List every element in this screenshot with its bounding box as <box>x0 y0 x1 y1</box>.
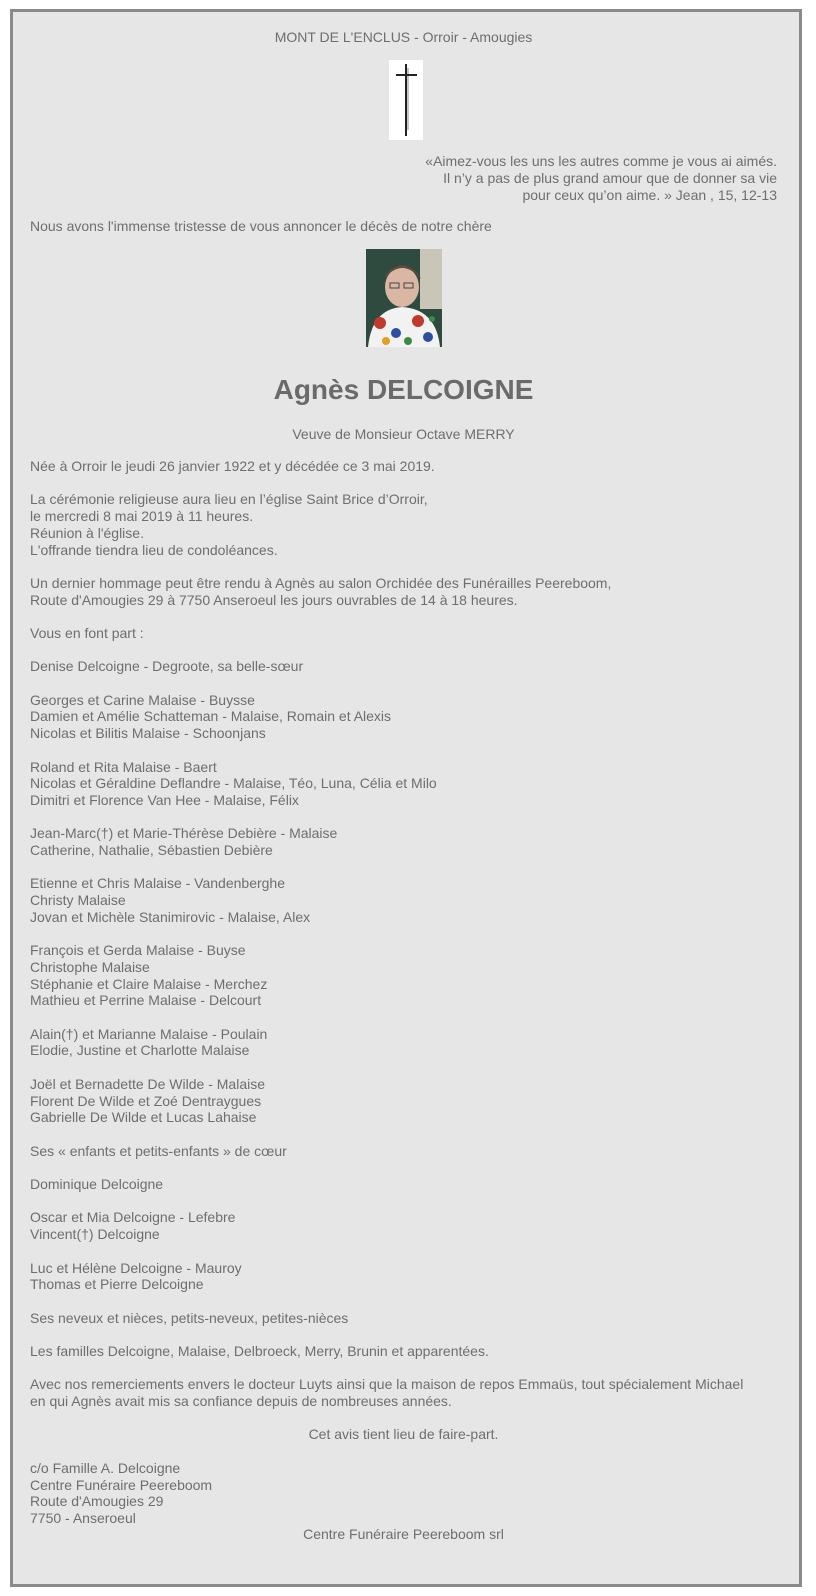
text-line: Un dernier hommage peut être rendu à Agnès au salon Orchidée des Funérailles Peereboom, <box>30 574 612 591</box>
paragraph <box>30 575 777 608</box>
paragraph <box>30 625 777 642</box>
announcement-intro: Nous avons l'immense tristesse de vous annoncer le décès de notre chère <box>30 218 492 234</box>
text-line: Georges et Carine Malaise - Buysse <box>30 691 255 708</box>
paragraph <box>30 458 777 475</box>
location-header: MONT DE L'ENCLUS - Orroir - Amougies <box>274 29 533 45</box>
text-line: le mercredi 8 mai 2019 à 11 heures. <box>30 508 254 525</box>
text-line: Christy Malaise <box>30 892 126 909</box>
paragraph <box>30 1143 777 1160</box>
text-line: Nicolas et Géraldine Deflandre - Malaise, Téo, Luna, Célia et Milo <box>30 775 437 792</box>
deceased-name: Agnès DELCOIGNE <box>273 374 534 405</box>
text-line: Avec nos remerciements envers le docteur Luyts ainsi que la maison de repos Emmaüs, tout spécialement Michael <box>30 1376 744 1393</box>
text-line: Elodie, Justine et Charlotte Malaise <box>30 1042 250 1059</box>
address-line: 7750 - Anseroeul <box>30 1509 136 1526</box>
text-line: Florent De Wilde et Zoé Dentraygues <box>30 1092 262 1109</box>
paragraph <box>30 1310 777 1327</box>
text-line: Stéphanie et Claire Malaise - Merchez <box>30 975 268 992</box>
contact-address <box>30 1460 777 1527</box>
paragraph <box>30 692 777 742</box>
text-line: Réunion à l'église. <box>30 524 144 541</box>
text-line: Jean-Marc(†) et Marie-Thérèse Debière - Malaise <box>30 825 338 842</box>
quote-line: «Aimez-vous les uns les autres comme je vous ai aimés. <box>425 153 777 169</box>
text-line: L'offrande tiendra lieu de condoléances. <box>30 541 278 558</box>
paragraph <box>30 1076 777 1126</box>
text-line: Nicolas et Bilitis Malaise - Schoonjans <box>30 725 266 742</box>
text-line: Ses « enfants et petits-enfants » de cœur <box>30 1142 287 1159</box>
paragraph <box>30 1343 777 1360</box>
text-line: Vincent(†) Delcoigne <box>30 1226 160 1243</box>
portrait-photo <box>366 249 442 347</box>
address-line: c/o Famille A. Delcoigne <box>30 1459 181 1476</box>
quote-line: Il n’y a pas de plus grand amour que de donner sa vie <box>443 170 777 186</box>
quote-line: pour ceux qu’on aime. » Jean , 15, 12-13 <box>522 187 777 203</box>
widow-of: Veuve de Monsieur Octave MERRY <box>292 426 515 442</box>
paragraph <box>30 1209 777 1242</box>
paragraph <box>30 1376 777 1409</box>
text-line: Les familles Delcoigne, Malaise, Delbroeck, Merry, Brunin et apparentées. <box>30 1343 489 1359</box>
paragraph <box>30 658 777 675</box>
text-line: Vous en font part : <box>30 624 144 641</box>
paragraph <box>30 1260 777 1293</box>
paragraph <box>30 875 777 925</box>
address-line: Centre Funéraire Peereboom <box>30 1476 213 1493</box>
text-line: Route d'Amougies 29 à 7750 Anseroeul les jours ouvrables de 14 à 18 heures. <box>30 591 518 608</box>
paragraph <box>30 825 777 858</box>
text-line: Thomas et Pierre Delcoigne <box>30 1276 204 1293</box>
text-line: Roland et Rita Malaise - Baert <box>30 758 217 775</box>
bible-quote <box>30 153 777 204</box>
text-line: Dominique Delcoigne <box>30 1176 164 1193</box>
text-line: Etienne et Chris Malaise - Vandenberghe <box>30 875 286 892</box>
funeral-home-footer: Centre Funéraire Peereboom srl <box>303 1526 504 1542</box>
text-line: Alain(†) et Marianne Malaise - Poulain <box>30 1025 268 1042</box>
address-line: Route d'Amougies 29 <box>30 1493 164 1510</box>
paragraph <box>30 491 777 558</box>
cross-icon <box>389 60 423 140</box>
text-line: Gabrielle De Wilde et Lucas Lahaise <box>30 1109 257 1126</box>
text-line: Née à Orroir le jeudi 26 janvier 1922 et y décédée ce 3 mai 2019. <box>30 458 435 474</box>
text-line: Damien et Amélie Schatteman - Malaise, Romain et Alexis <box>30 708 392 725</box>
text-line: Luc et Hélène Delcoigne - Mauroy <box>30 1259 242 1276</box>
text-line: La cérémonie religieuse aura lieu en l’église Saint Brice d’Orroir, <box>30 491 428 508</box>
text-line: Oscar et Mia Delcoigne - Lefebre <box>30 1209 236 1226</box>
paragraph <box>30 942 777 1009</box>
paragraph <box>30 759 777 809</box>
text-line: Ses neveux et nièces, petits-neveux, petites-nièces <box>30 1309 349 1326</box>
notice-text: Cet avis tient lieu de faire-part. <box>308 1426 499 1443</box>
text-line: Denise Delcoigne - Degroote, sa belle-sœur <box>30 658 304 675</box>
paragraph <box>30 1026 777 1059</box>
obituary-body <box>30 458 777 1543</box>
paragraph <box>30 1176 777 1193</box>
text-line: Catherine, Nathalie, Sébastien Debière <box>30 842 273 859</box>
text-line: Christophe Malaise <box>30 958 150 975</box>
text-line: en qui Agnès avait mis sa confiance depuis de nombreuses années. <box>30 1393 452 1410</box>
text-line: François et Gerda Malaise - Buyse <box>30 942 246 959</box>
obituary-card <box>10 9 802 1587</box>
text-line: Joël et Bernadette De Wilde - Malaise <box>30 1075 265 1092</box>
text-line: Jovan et Michèle Stanimirovic - Malaise, Alex <box>30 908 311 925</box>
text-line: Dimitri et Florence Van Hee - Malaise, Félix <box>30 791 299 808</box>
text-line: Mathieu et Perrine Malaise - Delcourt <box>30 992 262 1009</box>
